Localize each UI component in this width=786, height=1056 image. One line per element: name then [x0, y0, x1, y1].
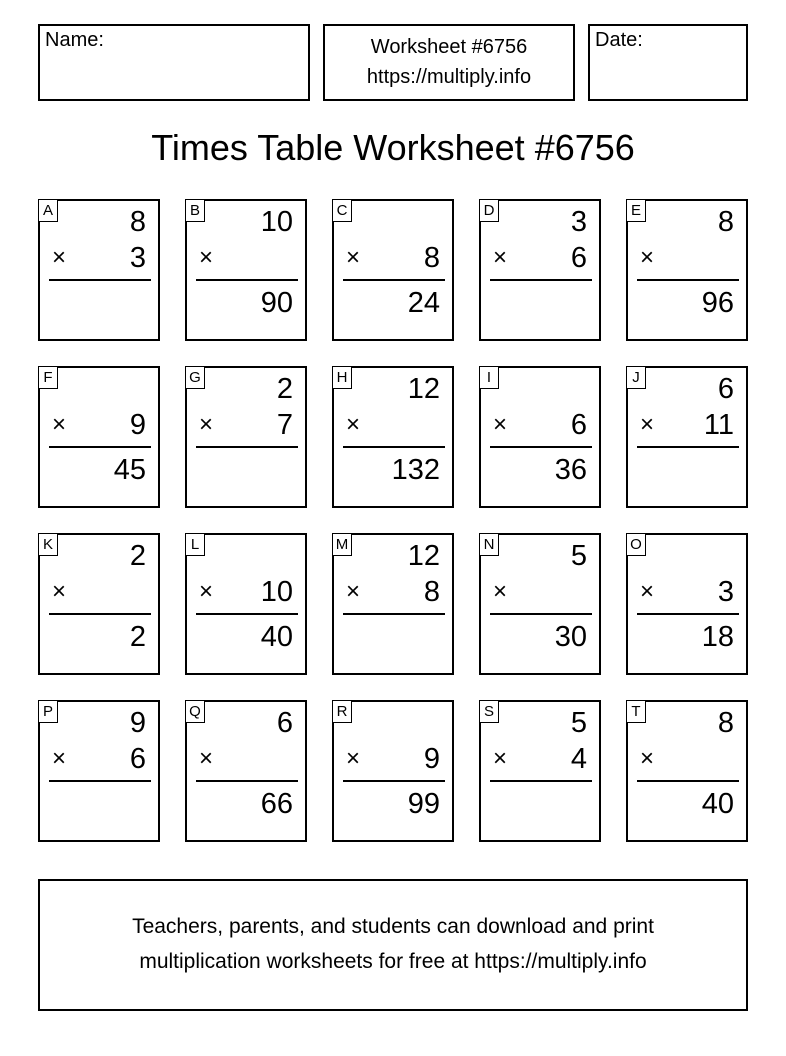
problem-letter: T: [626, 700, 646, 723]
product-answer[interactable]: 40: [260, 621, 293, 653]
product-answer[interactable]: 24: [407, 287, 440, 319]
answer-line: [490, 613, 592, 615]
problem-card: [332, 199, 454, 341]
times-sign: ×: [493, 578, 508, 605]
second-factor[interactable]: 7: [276, 409, 293, 441]
problem-letter: C: [332, 199, 352, 222]
times-sign: ×: [52, 745, 67, 772]
times-sign: ×: [346, 411, 361, 438]
problem-card: [38, 533, 160, 675]
problem-card: [626, 700, 748, 842]
problem-letter: N: [479, 533, 499, 556]
second-factor[interactable]: 6: [570, 242, 587, 274]
answer-line: [343, 613, 445, 615]
problem-letter: G: [185, 366, 205, 389]
answer-line: [490, 446, 592, 448]
problem-letter: O: [626, 533, 646, 556]
name-field-box[interactable]: [38, 24, 310, 101]
problem-letter: S: [479, 700, 499, 723]
first-factor[interactable]: 12: [407, 540, 440, 572]
second-factor[interactable]: 6: [570, 409, 587, 441]
second-factor[interactable]: 9: [129, 409, 146, 441]
problem-card: [626, 366, 748, 508]
problem-card: [38, 700, 160, 842]
product-answer[interactable]: 40: [701, 788, 734, 820]
first-factor[interactable]: 6: [276, 707, 293, 739]
problem-card: [479, 700, 601, 842]
problem-letter: H: [332, 366, 352, 389]
answer-line: [49, 279, 151, 281]
second-factor[interactable]: 3: [717, 576, 734, 608]
product-answer[interactable]: 132: [391, 454, 440, 486]
problem-card: [185, 700, 307, 842]
problem-letter: F: [38, 366, 58, 389]
problem-card: [626, 533, 748, 675]
times-sign: ×: [199, 244, 214, 271]
problem-letter: L: [185, 533, 205, 556]
problem-letter: D: [479, 199, 499, 222]
answer-line: [49, 613, 151, 615]
problem-letter: A: [38, 199, 58, 222]
first-factor[interactable]: 9: [129, 707, 146, 739]
first-factor[interactable]: 12: [407, 373, 440, 405]
times-sign: ×: [346, 745, 361, 772]
second-factor[interactable]: 10: [260, 576, 293, 608]
answer-line: [637, 780, 739, 782]
times-sign: ×: [493, 745, 508, 772]
problem-card: [479, 199, 601, 341]
first-factor[interactable]: 2: [129, 540, 146, 572]
answer-line: [637, 279, 739, 281]
times-sign: ×: [52, 411, 67, 438]
second-factor[interactable]: 3: [129, 242, 146, 274]
problem-letter: R: [332, 700, 352, 723]
times-sign: ×: [199, 578, 214, 605]
problem-letter: K: [38, 533, 58, 556]
answer-line: [49, 446, 151, 448]
worksheet-number: Worksheet #6756: [370, 36, 528, 58]
date-label: Date:: [595, 29, 643, 51]
product-answer[interactable]: 45: [113, 454, 146, 486]
first-factor[interactable]: 8: [717, 206, 734, 238]
product-answer[interactable]: 96: [701, 287, 734, 319]
problem-card: [185, 533, 307, 675]
product-answer[interactable]: 36: [554, 454, 587, 486]
times-sign: ×: [640, 745, 655, 772]
date-field-box[interactable]: [588, 24, 748, 101]
first-factor[interactable]: 8: [129, 206, 146, 238]
problem-card: [185, 199, 307, 341]
problem-card: [479, 366, 601, 508]
times-sign: ×: [52, 244, 67, 271]
times-sign: ×: [640, 578, 655, 605]
problem-card: [332, 700, 454, 842]
first-factor[interactable]: 6: [717, 373, 734, 405]
answer-line: [637, 613, 739, 615]
times-sign: ×: [199, 411, 214, 438]
problem-letter: J: [626, 366, 646, 389]
times-sign: ×: [493, 411, 508, 438]
problem-card: [38, 199, 160, 341]
times-sign: ×: [346, 244, 361, 271]
second-factor[interactable]: 11: [703, 409, 734, 441]
problem-card: [38, 366, 160, 508]
answer-line: [196, 613, 298, 615]
answer-line: [196, 780, 298, 782]
first-factor[interactable]: 5: [570, 540, 587, 572]
times-sign: ×: [52, 578, 67, 605]
answer-line: [490, 780, 592, 782]
times-sign: ×: [346, 578, 361, 605]
problem-card: [479, 533, 601, 675]
product-answer[interactable]: 66: [260, 788, 293, 820]
answer-line: [637, 446, 739, 448]
second-factor[interactable]: 4: [570, 743, 587, 775]
product-answer[interactable]: 90: [260, 287, 293, 319]
answer-line: [490, 279, 592, 281]
times-sign: ×: [493, 244, 508, 271]
answer-line: [343, 279, 445, 281]
first-factor[interactable]: 2: [276, 373, 293, 405]
first-factor[interactable]: 8: [717, 707, 734, 739]
first-factor[interactable]: 10: [260, 206, 293, 238]
footer-box: [38, 879, 748, 1011]
product-answer[interactable]: 18: [701, 621, 734, 653]
name-label: Name:: [45, 29, 104, 51]
product-answer[interactable]: 2: [129, 621, 146, 653]
product-answer[interactable]: 30: [554, 621, 587, 653]
answer-line: [343, 780, 445, 782]
problem-card: [185, 366, 307, 508]
first-factor[interactable]: 5: [570, 707, 587, 739]
worksheet-url: https://multiply.info: [366, 66, 532, 88]
times-sign: ×: [640, 411, 655, 438]
product-answer[interactable]: 99: [407, 788, 440, 820]
problem-letter: P: [38, 700, 58, 723]
times-sign: ×: [640, 244, 655, 271]
problem-letter: B: [185, 199, 205, 222]
footer-line-1: Teachers, parents, and students can download and print: [132, 915, 654, 938]
problem-letter: I: [479, 366, 499, 389]
answer-line: [196, 279, 298, 281]
answer-line: [343, 446, 445, 448]
problem-card: [332, 366, 454, 508]
first-factor[interactable]: 3: [570, 206, 587, 238]
problem-letter: E: [626, 199, 646, 222]
problem-letter: Q: [185, 700, 205, 723]
answer-line: [49, 780, 151, 782]
problem-card: [332, 533, 454, 675]
footer-line-2: multiplication worksheets for free at https://multiply.info: [139, 950, 647, 973]
second-factor[interactable]: 9: [423, 743, 440, 775]
page-title: Times Table Worksheet #6756: [151, 127, 635, 168]
second-factor[interactable]: 6: [129, 743, 146, 775]
problem-card: [626, 199, 748, 341]
second-factor[interactable]: 8: [423, 242, 440, 274]
worksheet-info-box: [323, 24, 575, 101]
times-sign: ×: [199, 745, 214, 772]
problem-letter: M: [332, 533, 352, 556]
second-factor[interactable]: 8: [423, 576, 440, 608]
answer-line: [196, 446, 298, 448]
